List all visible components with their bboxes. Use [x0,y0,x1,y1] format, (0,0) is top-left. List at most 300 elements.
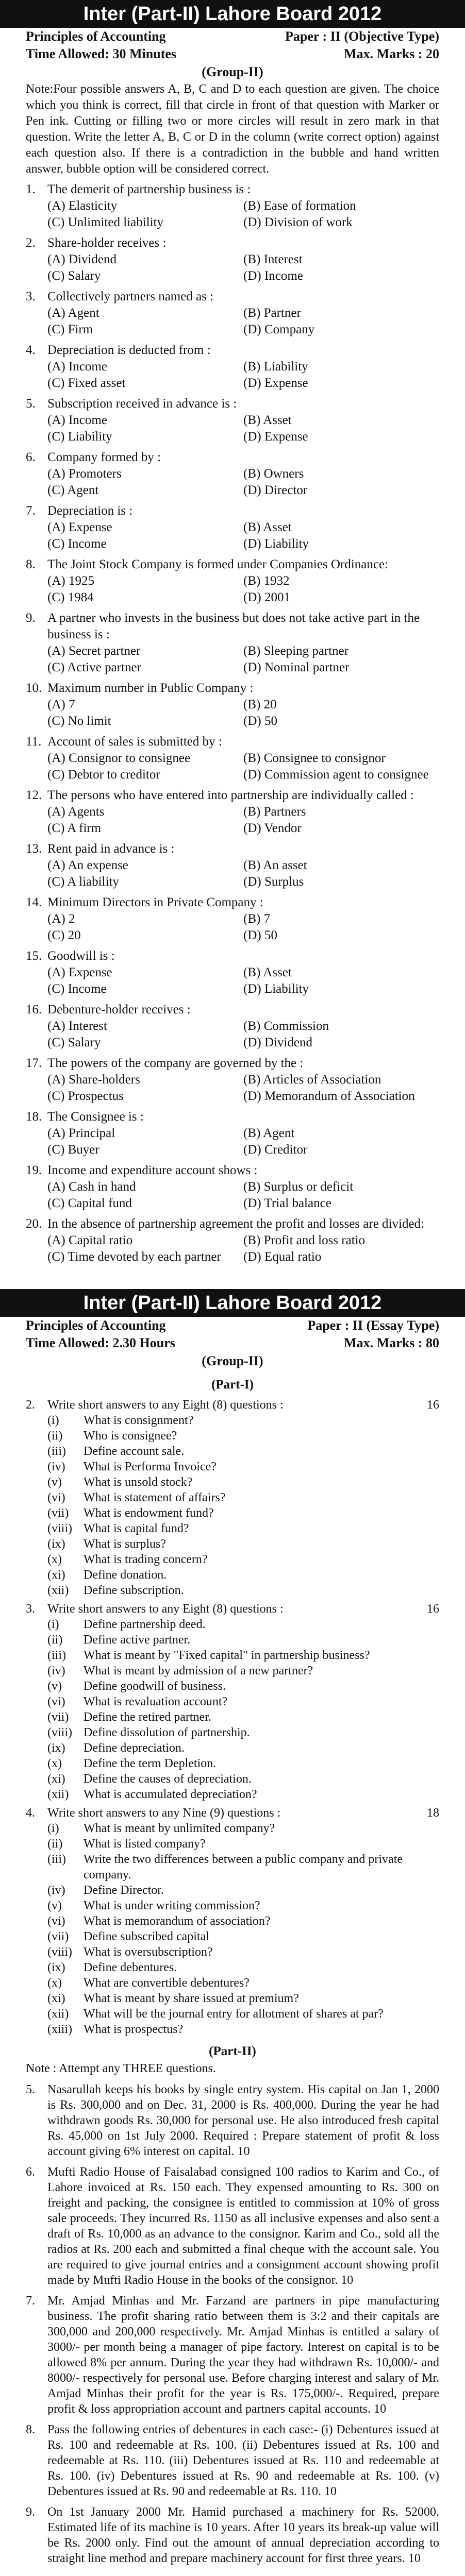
question-number: 17. [26,1056,42,1070]
mcq-options [47,1232,439,1265]
mcq-options [47,804,439,837]
sub-question-text: What is accumulated depreciation? [84,1788,257,1801]
question-number: 1. [26,182,36,196]
mcq-option: (D) Equal ratio [243,1250,322,1264]
question-number: 4. [26,343,36,357]
question-text: Income and expenditure account shows : [47,1163,258,1177]
mcq-stem [26,948,439,964]
sub-question-text: Define Director. [84,1884,164,1897]
sub-question [47,1679,439,1694]
mcq-option: (A) Capital ratio [47,1233,133,1247]
mcq-item [26,342,439,392]
sub-question [47,2022,439,2037]
mcq-option: (D) 2001 [243,590,290,604]
question-number: 13. [26,842,42,856]
sub-question [47,2006,439,2022]
mcq-option: (C) Debtor to creditor [47,768,160,782]
sub-question-text: Define dissolution of partnership. [84,1726,250,1739]
question-marks: 16 [427,1602,439,1616]
sub-question-number: (ix) [47,1537,65,1551]
short-question-head [26,1397,439,1413]
question-text: Collectively partners named as : [47,290,214,303]
sub-question [47,1913,439,1929]
sub-question [47,1787,439,1802]
sub-question-text: Define debentures. [84,1961,177,1974]
mcq-stem [26,841,439,857]
sub-question [47,1632,439,1648]
mcq-options [47,1072,439,1105]
sub-question [47,1663,439,1679]
mcq-option: (A) Expense [47,520,112,534]
sub-question-number: (xii) [47,1788,69,1801]
sub-question [47,1694,439,1709]
question-text: Minimum Directors in Private Company : [47,895,263,909]
sub-question-text: What is Performa Invoice? [84,1460,217,1473]
question-text: Write short answers to any Eight (8) questions : [47,1398,284,1412]
sub-question [47,1459,439,1475]
sub-question-text: Write the two differences between a public company and private company. [84,1853,403,1882]
sub-question [47,1617,439,1632]
mcq-stem [26,342,439,359]
sub-question-number: (i) [47,1618,59,1631]
question-text: Write short answers to any Nine (9) questions : [47,1806,281,1820]
mcq-option: (C) No limit [47,714,111,728]
question-number: 5. [26,397,36,411]
mcq-option: (D) Expense [243,430,308,444]
sub-question-text: Define the retired partner. [84,1710,211,1724]
mcq-option: (B) Commission [243,1019,329,1033]
mcq-stem [26,396,439,412]
mcq-list [26,181,439,1265]
mcq-option: (A) 7 [47,698,75,711]
mcq-item [26,396,439,445]
question-number: 3. [26,290,36,303]
mcq-options [47,1125,439,1158]
question-text: Mufti Radio House of Faisalabad consigned 100 radios to Karim and Co., of Lahore invoiced at Rs. 150 each. They expensed amounting to Rs. 300 on freight and packing, the consignee is entitled to commission at 10% of gross sale proceeds. They incurred Rs. 1150 as all inclusive expenses and also sent a draft of Rs. 10,000 as an advance to the consignor. Karim and Co., sold all the radios at Rs. 200 each and submitted a final cheque with the account sale. You are required to give journal entries and a consignment account showing profit made by Mufti Radio House in the books of the consignor. 10 [47,2165,439,2287]
mcq-option: (D) 50 [243,928,277,942]
mcq-option: (A) Agents [47,805,105,819]
mcq-option: (B) Partner [243,306,301,320]
sub-question [47,1444,439,1459]
mcq-option: (D) Division of work [243,215,353,229]
sub-question-text: What is surplus? [84,1537,166,1551]
mcq-option: (B) An asset [243,858,307,872]
mcq-option: (A) Share-holders [47,1073,140,1087]
question-text: Maximum number in Public Company : [47,681,254,695]
mcq-option: (D) Trial balance [243,1196,331,1210]
sub-question-text: What is endowment fund? [84,1506,214,1520]
question-number: 4. [26,1806,35,1820]
sub-question-text: Define partnership deed. [84,1618,206,1631]
objective-paper [26,0,439,1265]
sub-question [47,1944,439,1960]
sub-question-number: (viii) [47,1726,72,1739]
sub-question-number: (ii) [47,1837,63,1851]
question-text: Company formed by : [47,450,161,464]
sub-question-text: What is listed company? [84,1837,206,1851]
question-number: 12. [26,788,42,802]
sub-question-number: (ii) [47,1633,63,1647]
sub-question-text: What is meant by admission of a new partner? [84,1664,313,1677]
mcq-options [47,412,439,445]
mcq-option: (B) Owners [243,467,304,481]
sub-question-text: What is memorandum of association? [84,1914,271,1928]
mcq-options [47,359,439,392]
mcq-option: (D) Commission agent to consignee [243,768,429,782]
question-marks: 16 [427,1398,439,1412]
question-text: Account of sales is submitted by : [47,735,222,749]
question-text: Subscription received in advance is : [47,397,237,411]
mcq-option: (C) Salary [47,1036,101,1049]
subject-title: Principles of Accounting [26,1318,166,1333]
mcq-option: (D) Liability [243,982,309,996]
sub-question-text: What is oversubscription? [84,1945,213,1959]
mcq-option: (D) Liability [243,537,309,551]
instructions-note: Note:Four possible answers A, B, C and D to each question are given. The choice which you think is correct, fill that circle in front of that question with Marker or Pen ink. Cutting or filling two or more circles will result in zero mark in that question. Write the letter A, B, C or D in the column (write correct option) against each question also. If there is a contradiction in the bubble and hand written answer, bubble option will be considered correct. [26,82,439,176]
paper-header-row [26,45,439,63]
mcq-stem [26,449,439,466]
mcq-options [47,251,439,284]
question-number: 3. [26,1602,35,1616]
sub-question-number: (iv) [47,1460,65,1473]
long-questions [26,2082,439,2566]
sub-question-number: (x) [47,1757,62,1770]
mcq-stem [26,181,439,198]
question-text: Rent paid in advance is : [47,842,175,856]
sub-question-text: Define the causes of depreciation. [84,1772,252,1786]
sub-question-text: What is trading concern? [84,1553,208,1566]
question-text: In the absence of partnership agreement the profit and losses are divided: [47,1217,424,1231]
mcq-option: (D) Nominal partner [243,660,350,674]
question-text: The persons who have entered into partnership are individually called : [47,788,414,802]
question-number: 10. [26,681,42,695]
sub-question [47,1725,439,1740]
paper-header-row [26,1317,439,1334]
question-number: 8. [26,2423,35,2436]
sub-question [47,1428,439,1444]
sub-question-number: (vii) [47,1930,69,1943]
question-number: 8. [26,557,36,571]
sub-question-number: (iii) [47,1445,66,1458]
sub-question-number: (viii) [47,1945,72,1959]
sub-question [47,1960,439,1975]
mcq-item [26,556,439,606]
question-text: Pass the following entries of debentures in each case:- (i) Debentures issued at Rs. 100 and redeemable at Rs. 100. (ii) Debentures issued at Rs. 100 and redeemable at Rs. 110. (iii) Debentures issued at Rs. 110 and redeemable at Rs. 100. (iv) Debentures issued at Rs. 90 and redeemable at Rs. 100. (v) Debentures issued at Rs. 90 and redeemable at Rs. 110. 10 [47,2423,439,2498]
question-text: The Consignee is : [47,1110,144,1124]
essay-paper [26,1289,439,2566]
sub-question [47,1740,439,1756]
mcq-item [26,1216,439,1265]
mcq-option: (A) Promoters [47,467,122,481]
sub-question-number: (iv) [47,1664,65,1677]
mcq-option: (A) Expense [47,965,112,979]
question-text: The demerit of partnership business is : [47,182,251,196]
sub-question-number: (ii) [47,1429,63,1443]
mcq-option: (C) Time devoted by each partner [47,1250,221,1264]
sub-question-text: What is consignment? [84,1414,194,1427]
sub-question-number: (i) [47,1414,59,1427]
sub-question-number: (v) [47,1476,62,1489]
mcq-stem [26,503,439,519]
sub-question [47,1413,439,1428]
mcq-option: (A) Elasticity [47,199,118,213]
question-text: Depreciation is deducted from : [47,343,211,357]
mcq-option: (A) Cash in hand [47,1180,136,1194]
mcq-option: (A) Income [47,360,107,374]
question-text: Share-holder receives : [47,236,167,250]
mcq-stem [26,787,439,804]
mcq-option: (D) 50 [243,714,277,728]
question-number: 16. [26,1003,42,1016]
mcq-item [26,734,439,783]
sub-question-number: (x) [47,1976,62,1990]
mcq-option: (C) Prospectus [47,1089,124,1103]
question-text: Goodwill is : [47,949,115,963]
mcq-option: (D) Income [243,269,303,283]
mcq-option: (D) Memorandum of Association [243,1089,415,1103]
sub-question-number: (vi) [47,1695,65,1708]
mcq-option: (C) Firm [47,323,93,336]
sub-question [47,1836,439,1852]
mcq-option: (D) Dividend [243,1036,312,1049]
part-title: (Part-II) [209,2044,256,2058]
mcq-option: (B) Asset [243,520,292,534]
group-title: (Group-II) [202,64,263,79]
mcq-item [26,289,439,338]
sub-question-number: (x) [47,1553,62,1566]
sub-question [47,1567,439,1583]
sub-question-text: Define the term Depletion. [84,1757,217,1770]
subject-title: Principles of Accounting [26,29,166,44]
sub-question-text: What is unsold stock? [84,1476,193,1489]
question-number: 9. [26,2505,35,2519]
sub-question [47,1536,439,1552]
mcq-option: (C) Unlimited liability [47,215,163,229]
sub-question-number: (xi) [47,1992,65,2005]
short-question-head [26,1805,439,1821]
mcq-item [26,181,439,231]
question-number: 18. [26,1110,42,1124]
mcq-option: (C) 1984 [47,590,94,604]
mcq-option: (D) Director [243,483,308,497]
mcq-options [47,750,439,783]
sub-question [47,1991,439,2006]
sub-question [47,1756,439,1771]
sub-question-number: (iii) [47,1649,66,1662]
sub-question-number: (vii) [47,1506,69,1520]
sub-question-text: Who is consignee? [84,1429,177,1443]
sub-question-number: (ix) [47,1741,65,1755]
mcq-options [47,911,439,944]
mcq-item [26,680,439,730]
mcq-option: (D) Creditor [243,1143,308,1157]
mcq-item [26,1109,439,1158]
short-question [26,1601,439,1802]
short-question [26,1805,439,2037]
sub-question [47,1852,439,1883]
question-number: 7. [26,504,36,518]
sub-question-number: (vi) [47,1491,65,1504]
mcq-item [26,841,439,890]
question-number: 14. [26,895,42,909]
sub-question [47,1929,439,1944]
mcq-options [47,466,439,499]
mcq-options [47,198,439,231]
sub-question-text: Define subscribed capital [84,1930,209,1943]
max-marks: Max. Marks : 20 [344,46,439,61]
mcq-option: (A) Income [47,413,107,427]
mcq-item [26,449,439,499]
mcq-options [47,964,439,997]
question-number: 9. [26,611,36,625]
mcq-options [47,857,439,890]
sub-question-text: Define depreciation. [84,1741,185,1755]
sub-question [47,1975,439,1991]
sub-question-number: (vi) [47,1914,65,1928]
sub-question-text: Define account sale. [84,1445,185,1458]
mcq-option: (A) 2 [47,912,75,926]
sub-question [47,1521,439,1536]
mcq-option: (B) Profit and loss ratio [243,1233,366,1247]
mcq-stem [26,1109,439,1125]
sub-question-text: What is prospectus? [84,2023,184,2036]
sub-question-text: What is statement of affairs? [84,1491,226,1504]
sub-question-number: (v) [47,1680,62,1693]
short-question-head [26,1601,439,1617]
mcq-item [26,503,439,552]
paper-banner: Inter (Part-II) Lahore Board 2012 [0,1289,465,1317]
paper-banner: Inter (Part-II) Lahore Board 2012 [0,0,465,28]
mcq-item [26,1162,439,1212]
mcq-option: (B) Partners [243,805,306,819]
question-text: Nasarullah keeps his books by single entry system. His capital on Jan 1, 2000 is Rs. 300,000 and on Dec. 31, 2000 is Rs. 400,000. During the year he had withdrawn goods Rs. 30,000 for personal use. He also introduced fresh capital Rs. 45,000 on 1st July 2000. Required : Prepare statement of profit & loss account giving 6% interest on capital. 10 [47,2083,439,2158]
sub-question-number: (ix) [47,1961,65,1974]
question-text: On 1st January 2000 Mr. Hamid purchased a machinery for Rs. 52000. Estimated life of its machine is 10 years. After 10 years its break-up value will be Rs. 2000 only. Find out the amount of annual depreciation according to straight line method and prepare machinery account for first three years. 10 [47,2505,439,2565]
sub-question-number: (vii) [47,1710,69,1724]
sub-question [47,1552,439,1567]
paper-type: Paper : II (Objective Type) [285,29,439,44]
sub-question-text: Define subscription. [84,1584,184,1597]
mcq-option: (B) Ease of formation [243,199,356,213]
mcq-option: (C) Capital fund [47,1196,132,1210]
mcq-option: (B) Agent [243,1126,295,1140]
sub-question-text: What is under writing commission? [84,1899,260,1912]
mcq-options [47,1018,439,1051]
mcq-option: (D) Surplus [243,875,304,889]
mcq-option: (B) 7 [243,912,271,926]
mcq-option: (C) Salary [47,269,101,283]
sub-question [47,1883,439,1898]
question-text: A partner who invests in the business but does not take active part in the business is : [47,611,420,641]
sub-question [47,1771,439,1787]
mcq-option: (B) Interest [243,252,303,266]
mcq-option: (B) Sleeping partner [243,644,349,658]
mcq-item [26,787,439,837]
sub-question-text: What is meant by "Fixed capital" in partnership business? [84,1649,370,1662]
sub-question-text: Define goodwill of business. [84,1680,226,1693]
mcq-option: (A) Principal [47,1126,115,1140]
mcq-option: (B) Surplus or deficit [243,1180,354,1194]
sub-question [47,1648,439,1663]
question-number: 5. [26,2083,35,2096]
time-allowed: Time Allowed: 30 Minutes [26,46,177,61]
paper-header-row [26,1334,439,1352]
long-question [26,2422,439,2499]
mcq-option: (B) Asset [243,965,292,979]
mcq-option: (A) Agent [47,306,99,320]
sub-question [47,1583,439,1598]
mcq-option: (D) Expense [243,376,308,390]
mcq-option: (D) Vendor [243,821,302,835]
mcq-option: (C) A liability [47,875,119,889]
sub-question-number: (xii) [47,1584,69,1597]
mcq-option: (C) 20 [47,928,81,942]
mcq-item [26,235,439,284]
mcq-option: (B) Asset [243,413,292,427]
mcq-stem [26,1002,439,1018]
long-question [26,2164,439,2288]
mcq-options [47,1179,439,1212]
mcq-stem [26,680,439,697]
question-text: Mr. Amjad Minhas and Mr. Farzand are partners in pipe manufacturing business. The profit sharing ratio between them is 3:2 and their capitals are 300,000 and 200,000 respectively. Mr. Amjad Minhas is entitled a salary of 3000/- per month being a manager of pipe factory. Interest on capital is to be allowed 8% per annum. During the year they had withdrawn Rs. 10,000/- and 8000/- respectively for personal use. Before charging interest and salary of Mr. Amjad Minhas their profit for the year is Rs. 175,000/-. Required, prepare profit & loss appropriation account and partners capital accounts. 10 [47,2294,439,2416]
sub-question-text: What is revaluation account? [84,1695,228,1708]
mcq-item [26,610,439,676]
mcq-option: (B) Articles of Association [243,1073,381,1087]
long-question [26,2082,439,2159]
mcq-option: (C) Income [47,537,107,551]
mcq-option: (C) Liability [47,430,112,444]
long-question [26,2504,439,2566]
sub-question-number: (xi) [47,1568,65,1582]
paper-header-row [26,28,439,45]
sub-question-number: (xi) [47,1772,65,1786]
sub-question [47,1709,439,1725]
time-allowed: Time Allowed: 2.30 Hours [26,1335,175,1350]
sub-question-text: Define active partner. [84,1633,191,1647]
mcq-option: (A) 1925 [47,574,94,588]
mcq-option: (A) Dividend [47,252,117,266]
mcq-options [47,519,439,552]
mcq-stem [26,894,439,911]
sub-question-number: (iv) [47,1884,65,1897]
mcq-option: (A) An expense [47,858,128,872]
instructions-note: Note : Attempt any THREE questions. [26,2062,216,2075]
sub-question [47,1505,439,1521]
question-number: 6. [26,2165,35,2179]
mcq-option: (A) Interest [47,1019,107,1033]
mcq-options [47,697,439,730]
question-number: 2. [26,1398,35,1412]
mcq-option: (B) Liability [243,360,308,374]
question-text: The Joint Stock Company is formed under Companies Ordinance: [47,557,388,571]
question-marks: 18 [427,1806,439,1820]
question-number: 20. [26,1217,42,1231]
sub-question-text: What is meant by share issued at premium? [84,1992,299,2005]
mcq-stem [26,734,439,750]
long-question [26,2293,439,2417]
question-number: 6. [26,450,36,464]
mcq-options [47,643,439,676]
sub-question [47,1475,439,1490]
mcq-option: (B) Consignee to consignor [243,751,386,765]
question-number: 7. [26,2294,35,2308]
mcq-option: (B) 20 [243,698,277,711]
mcq-item [26,948,439,997]
mcq-item [26,1055,439,1105]
sub-question-number: (v) [47,1899,62,1912]
paper-type: Paper : II (Essay Type) [307,1318,439,1333]
mcq-stem [26,610,439,643]
